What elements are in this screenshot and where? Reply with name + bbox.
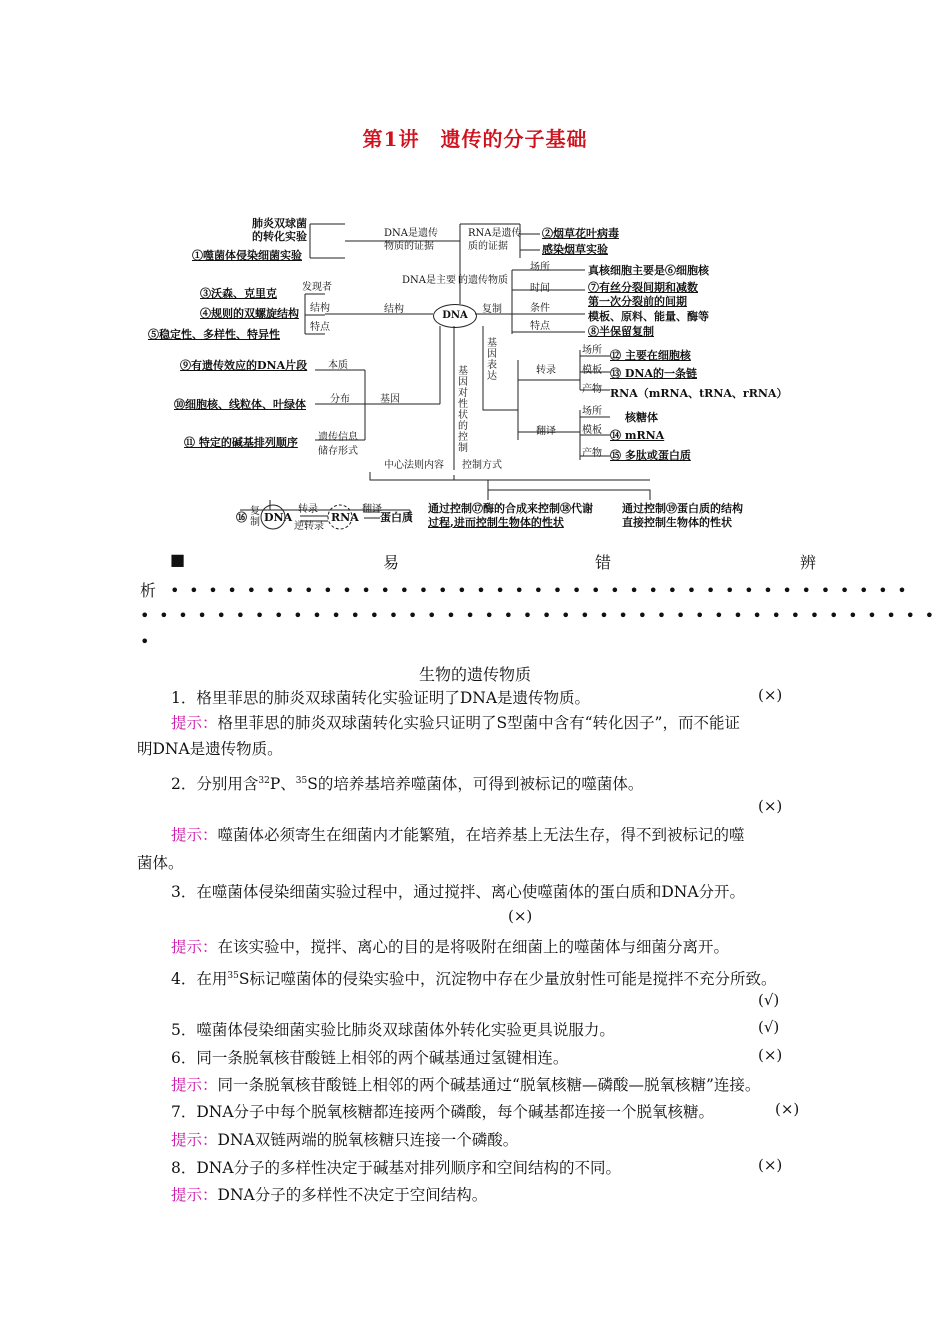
map-rep-time-label: 时间 [530,283,550,294]
header-char-1: 易 [383,553,400,572]
map-feature-label: 特点 [310,322,330,333]
item-7-answer: (×) [775,1100,800,1118]
item-6-hint: 提示：同一条脱氧核苷酸链上相邻的两个碱基通过“脱氧核糖—磷酸—脱氧核糖”连接。 [171,1076,761,1094]
map-l-prod-label: 产物 [582,448,602,459]
page-title: 第1讲 遗传的分子基础 [362,127,588,151]
map-rep-time2: 第一次分裂前的间期 [588,295,687,308]
section-title: 生物的遗传物质 [418,665,531,684]
map-l-place: 核糖体 [625,411,658,424]
header-char-4-wrap [140,578,916,601]
map-structure-branch: 结构 [384,304,404,315]
map-rep-word: 复制 [250,506,260,528]
emphasis-dots: ••••••••••••••••••••••••••••••••••••••• [170,581,917,600]
map-dna-proof2: 物质的证据 [384,241,434,252]
emphasis-dots-2: •••••••••••••••••••••••••••••••••••••••••• [140,606,944,625]
map-rep-place-label: 场所 [530,262,550,273]
map-rep-cond-label: 条件 [530,303,550,314]
map-virus1: ②烟草花叶病毒 [542,227,619,240]
map-dna-proof: DNA是遗传 [384,228,438,239]
map-t-place-label: 场所 [582,345,602,356]
map-indirect1: 通过控制⑰酶的合成来控制⑱代谢 [428,502,593,515]
map-c16: ⑯ [236,511,247,524]
hint-label: 提示： [171,1076,218,1094]
header-char-3: 辨 [800,553,817,572]
hint-label: 提示： [171,1131,218,1149]
concept-map [140,210,820,540]
map-indirect2: 过程,进而控制生物体的性状 [428,516,564,529]
item-5-answer: (√) [758,1018,780,1036]
map-expression-branch: 基因表达 [487,338,497,382]
map-l-prod: ⑮ 多肽或蛋白质 [610,449,691,462]
map-rna-proof2: 质的证据 [468,241,508,252]
map-exp2: ①噬菌体侵染细菌实验 [192,249,302,262]
item-5-question: 5．噬菌体侵染细菌实验比肺炎双球菌体外转化实验更具说服力。 [171,1021,615,1039]
header-char-4: 析 [140,581,157,600]
map-exp1b: 的转化实验 [252,230,307,243]
map-cd-rna: RNA [331,511,359,524]
map-structure: ④规则的双螺旋结构 [200,307,299,320]
map-cd-dna: DNA [264,511,293,524]
item-8-question: 8．DNA分子的多样性决定于碱基对排列顺序和空间结构的不同。 [171,1159,622,1177]
item-2-question: 2．分别用含$^{32}$P、$^{35}$S的培养基培养噬菌体，可得到被标记的噬菌体。 [171,775,644,794]
item-6-answer: (×) [758,1046,783,1064]
map-control-vertical: 基因对性状的控制 [458,366,468,454]
map-main2: 的遗传物质 [458,275,508,286]
item-2-answer: (×) [758,797,783,815]
map-cd-trans: 转录 [298,504,318,515]
item-3-hint: 提示：在该实验中，搅拌、离心的目的是将吸附在细菌上的噬菌体与细菌分离开。 [171,938,730,956]
map-rep-feat-label: 特点 [530,321,550,332]
item-8-hint: 提示：DNA分子的多样性不决定于空间结构。 [171,1186,488,1204]
map-rep-cond: 模板、原料、能量、酶等 [588,310,709,323]
map-cd-translate: 翻译 [362,504,382,515]
item-6-question: 6．同一条脱氧核苷酸链上相邻的两个碱基通过氢键相连。 [171,1049,569,1067]
hint-label: 提示： [171,938,218,956]
map-l-tpl: ⑭ mRNA [610,429,665,442]
map-control-method: 控制方式 [462,460,502,471]
item-1-hint-cont: 明DNA是遗传物质。 [137,740,283,758]
map-virus2: 感染烟草实验 [542,243,608,256]
map-feature: ⑤稳定性、多样性、特异性 [148,328,280,341]
dna-center-node: DNA [433,304,477,328]
map-replication-branch: 复制 [482,304,502,315]
square-icon: ■ [170,550,186,569]
emphasis-dots-3: • [140,632,154,651]
map-transcription: 转录 [536,365,556,376]
map-t-tpl: ⑬ DNA的一条链 [610,367,697,380]
hint-label: 提示： [171,826,218,844]
map-exp1: 肺炎双球菌 [252,217,307,230]
map-rep-feat: ⑧半保留复制 [588,325,654,338]
map-discoverer: ③沃森、克里克 [200,287,277,300]
map-rep-time1: ⑦有丝分裂间期和减数 [588,281,698,294]
map-direct1: 通过控制⑲蛋白质的结构 [622,502,743,515]
map-discoverer-label: 发现者 [302,282,332,293]
item-4-answer: (√) [758,991,780,1009]
map-t-prod: RNA（mRNA、tRNA、rRNA） [610,387,788,400]
map-gene-dist: ⑩细胞核、线粒体、叶绿体 [174,398,306,411]
header-char-2: 错 [595,553,612,572]
map-gene-info-label1: 遗传信息 [318,432,358,443]
item-8-answer: (×) [758,1156,783,1174]
map-direct2: 直接控制生物体的性状 [622,516,732,529]
map-gene-essence-label: 本质 [328,360,348,371]
map-rep-place: 真核细胞主要是⑥细胞核 [588,264,709,277]
hint-label: 提示： [171,1186,218,1204]
item-7-hint: 提示：DNA双链两端的脱氧核糖只连接一个磷酸。 [171,1131,519,1149]
map-translation: 翻译 [536,426,556,437]
item-7-question: 7．DNA分子中每个脱氧核糖都连接两个磷酸，每个碱基都连接一个脱氧核糖。 [171,1103,715,1121]
item-1-hint: 提示：格里菲思的肺炎双球菌转化实验只证明了S型菌中含有“转化因子”，而不能证 [171,714,740,732]
map-t-place: ⑫ 主要在细胞核 [610,349,691,362]
item-1-answer: (×) [758,686,783,704]
map-gene-info-label2: 储存形式 [318,446,358,457]
item-2-hint-cont: 菌体。 [137,854,184,872]
map-l-place-label: 场所 [582,406,602,417]
map-rna-proof: RNA是遗传 [468,228,522,239]
map-central-dogma: 中心法则内容 [384,460,444,471]
map-gene-info: ⑪ 特定的碱基排列顺序 [184,436,298,449]
map-gene-essence: ⑨有遗传效应的DNA片段 [180,359,308,372]
map-gene-dist-label: 分布 [330,394,350,405]
item-3-question: 3．在噬菌体侵染细菌实验过程中，通过搅拌、离心使噬菌体的蛋白质和DNA分开。 [171,883,746,901]
map-gene-branch: 基因 [380,394,400,405]
map-cd-protein: 蛋白质 [380,511,413,524]
item-1-question: 1．格里菲思的肺炎双球菌转化实验证明了DNA是遗传物质。 [171,689,591,707]
map-l-tpl-label: 模板 [582,425,602,436]
item-3-answer: (×) [508,907,533,925]
map-t-tpl-label: 模板 [582,365,602,376]
map-structure-label: 结构 [310,303,330,314]
map-main1: DNA是主要 [402,275,456,286]
map-cd-rev: 逆转录 [294,521,324,532]
map-t-prod-label: 产物 [582,384,602,395]
item-4-question: 4．在用$^{35}$S标记噬菌体的侵染实验中，沉淀物中存在少量放射性可能是搅拌不充分所致。 [171,970,777,989]
item-2-hint: 提示：噬菌体必须寄生在细菌内才能繁殖，在培养基上无法生存，得不到被标记的噬 [171,826,745,844]
hint-label: 提示： [171,714,218,732]
